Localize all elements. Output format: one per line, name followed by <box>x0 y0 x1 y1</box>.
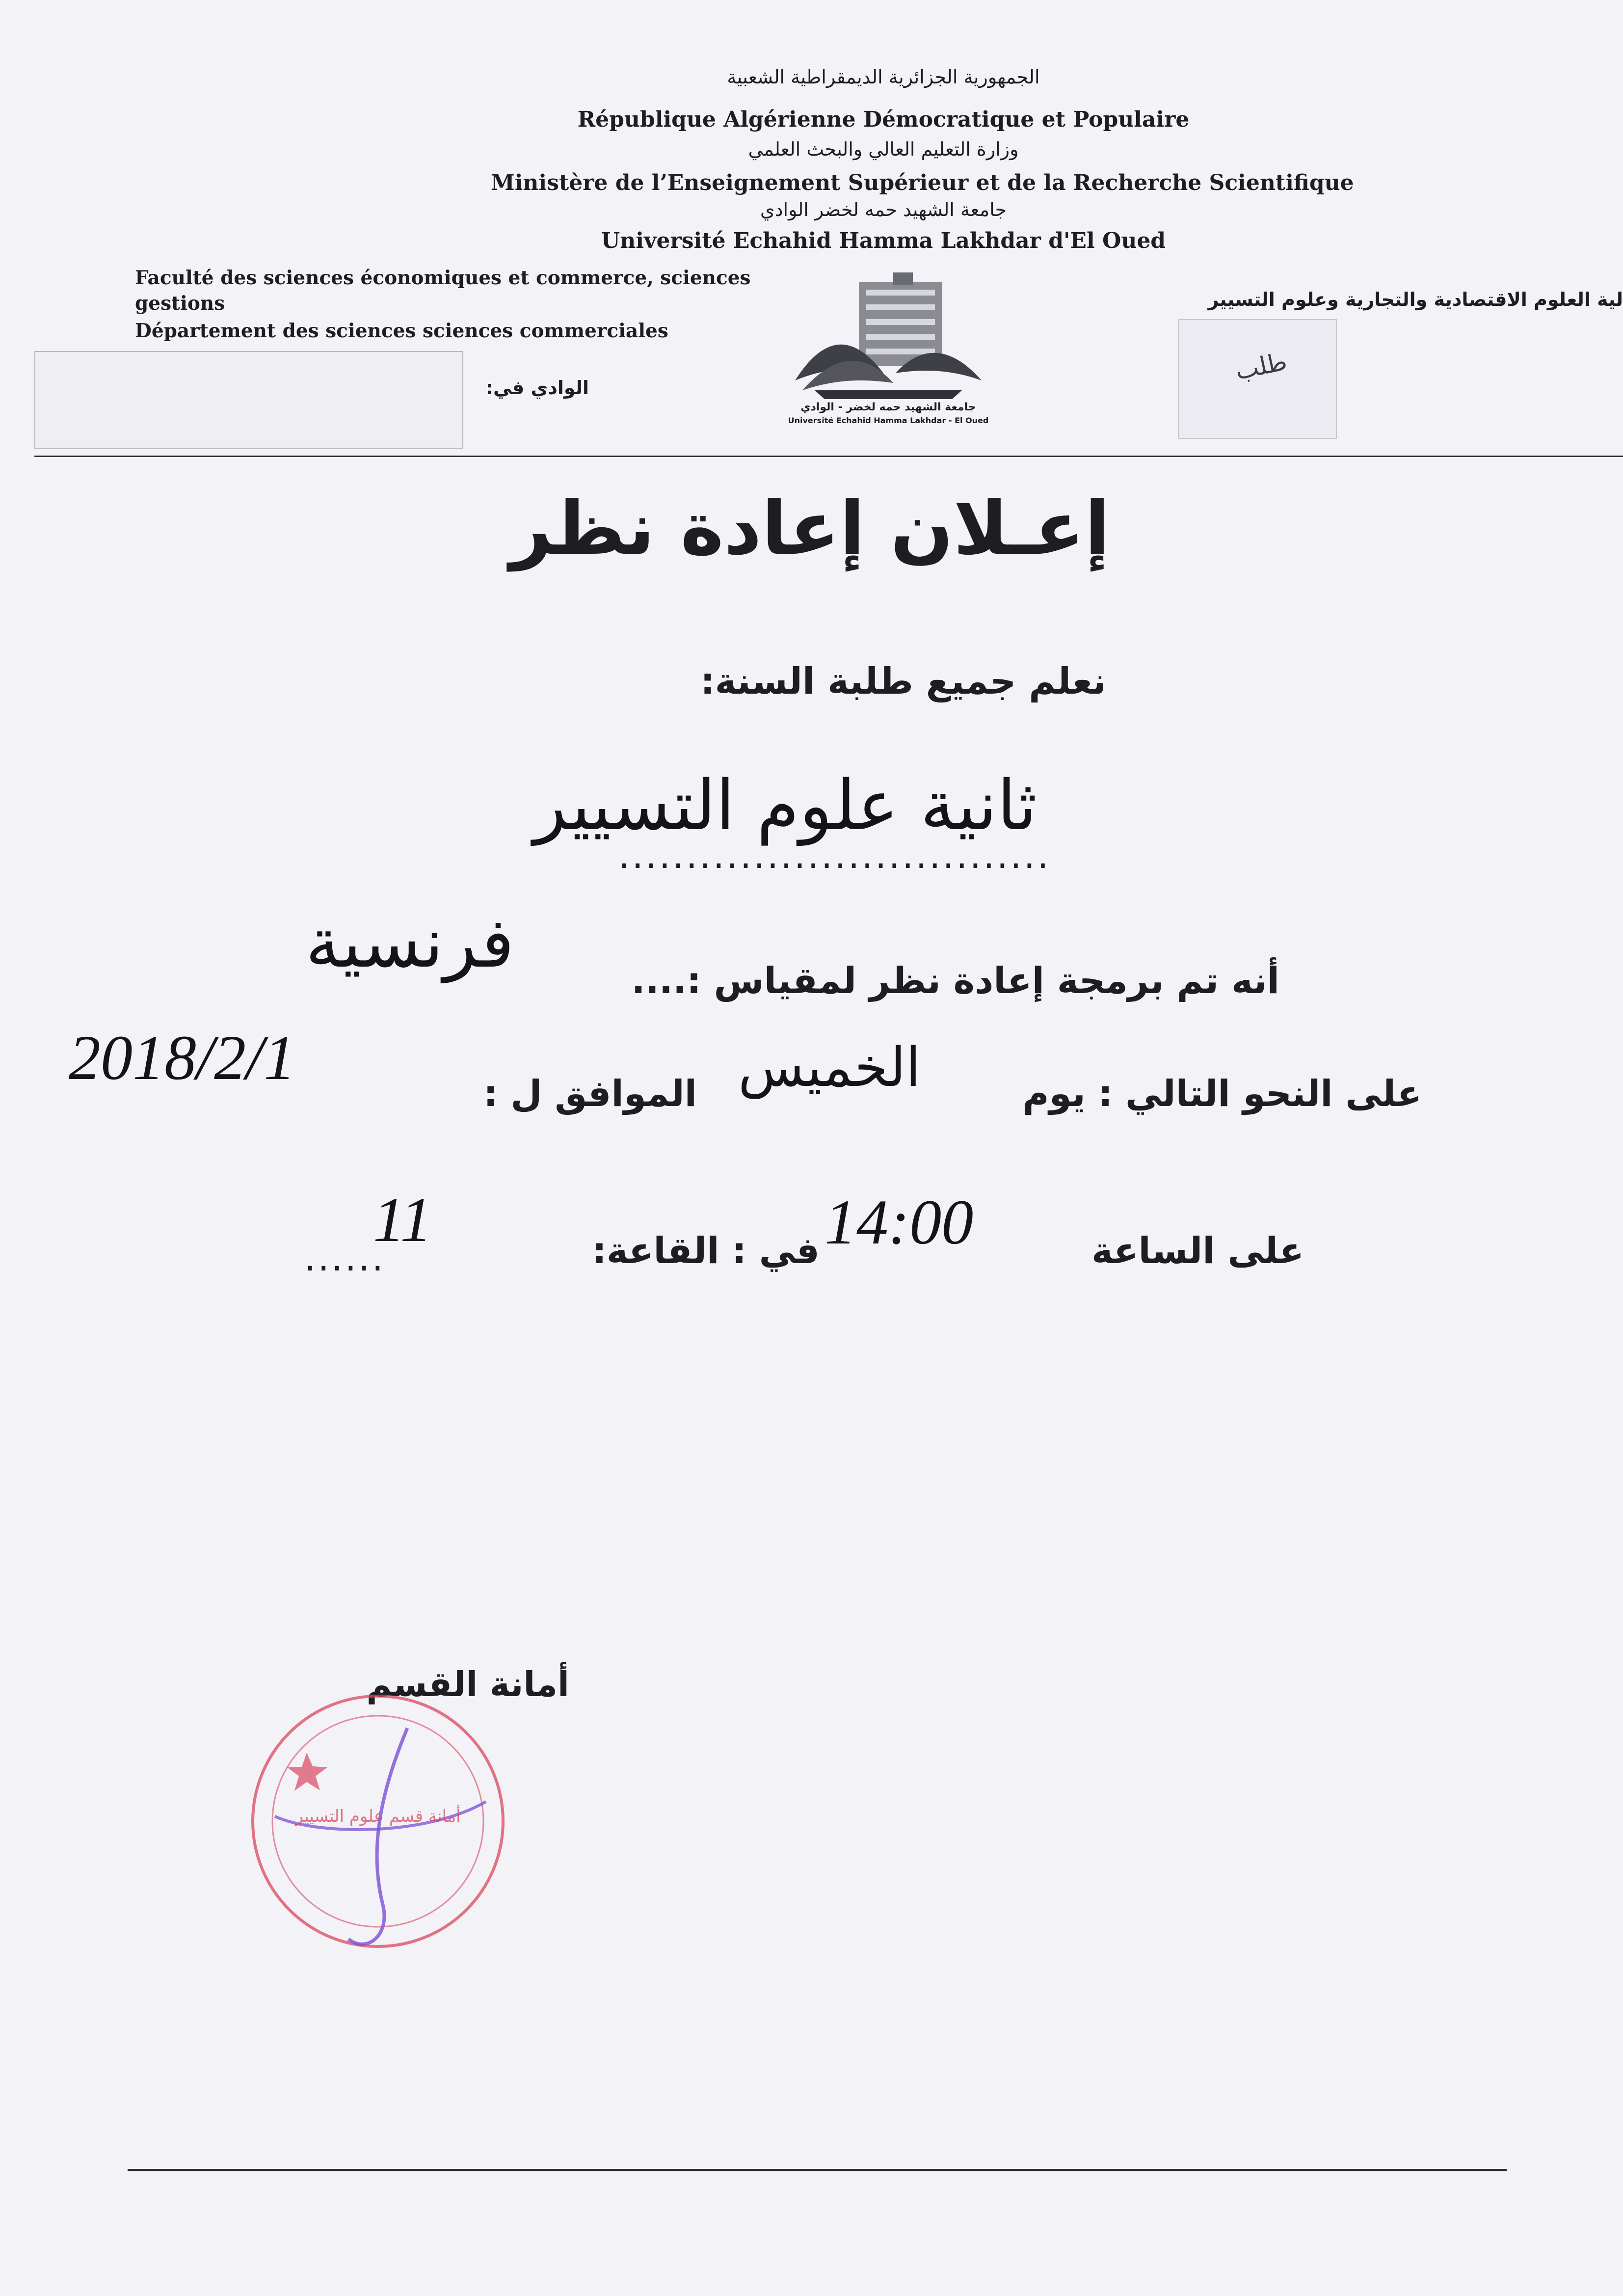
department-french: Département des sciences sciences commerciales <box>135 320 668 342</box>
notice-intro: نعلم جميع طلبة السنة: <box>700 660 1106 702</box>
logo-caption-arabic: جامعة الشهيد حمه لخضر - الوادي <box>800 401 976 413</box>
date-label: الوادي في: <box>485 377 589 399</box>
day-handwriting: الخميس <box>738 1036 921 1099</box>
ministry-arabic: وزارة التعليم العالي والبحث العلمي <box>748 138 1019 160</box>
faculty-line-2: gestions <box>135 292 225 315</box>
university-french: Université Echahid Hamma Lakhdar d'El Oued <box>601 228 1166 253</box>
stamp-text: أمانة قسم علوم التسيير <box>295 1807 461 1826</box>
day-label: على النحو التالي : يوم <box>1022 1073 1422 1115</box>
signature-label: أمانة القسم <box>366 1664 569 1704</box>
university-logo <box>785 268 991 430</box>
ministry-french: Ministère de l’Enseignement Supérieur et de la Recherche Scientifique <box>491 170 1354 195</box>
level-dots: ................................ <box>618 835 1051 877</box>
header-rule <box>34 456 1623 457</box>
time-label: على الساعة <box>1091 1230 1304 1272</box>
initials-box <box>1178 319 1337 439</box>
department-stamp <box>221 1659 535 1964</box>
notice-title: إعـلان إعادة نظر <box>509 486 1110 571</box>
date-handwriting: 2018/2/1 <box>69 1023 296 1093</box>
faculty-line-1: Faculté des sciences économiques et commerce, sciences <box>135 267 751 289</box>
room-handwriting: 11 <box>373 1185 432 1255</box>
room-label: في : القاعة: <box>592 1230 820 1272</box>
republic-french: République Algérienne Démocratique et Populaire <box>577 107 1190 132</box>
footer-rule <box>128 2169 1507 2171</box>
module-label: أنه تم برمجة إعادة نظر لمقياس :.... <box>631 960 1279 1002</box>
module-handwriting: فرنسية <box>305 903 514 983</box>
date-box <box>34 351 463 449</box>
level-handwriting: ثانية علوم التسيير <box>533 766 1038 846</box>
faculty-french <box>135 265 773 344</box>
agreed-label: الموافق ل : <box>483 1073 697 1115</box>
republic-arabic: الجمهورية الجزائرية الديمقراطية الشعبية <box>727 66 1040 88</box>
logo-caption-french: Université Echahid Hamma Lakhdar - El Oued <box>788 416 989 425</box>
university-arabic: جامعة الشهيد حمه لخضر الوادي <box>760 199 1007 220</box>
faculty-arabic: لية العلوم الاقتصادية والتجارية وعلوم التسيير <box>1208 289 1623 310</box>
room-dots: ...... <box>304 1237 386 1279</box>
initials-handwriting: طلب <box>1233 347 1290 386</box>
time-handwriting: 14:00 <box>825 1187 974 1258</box>
